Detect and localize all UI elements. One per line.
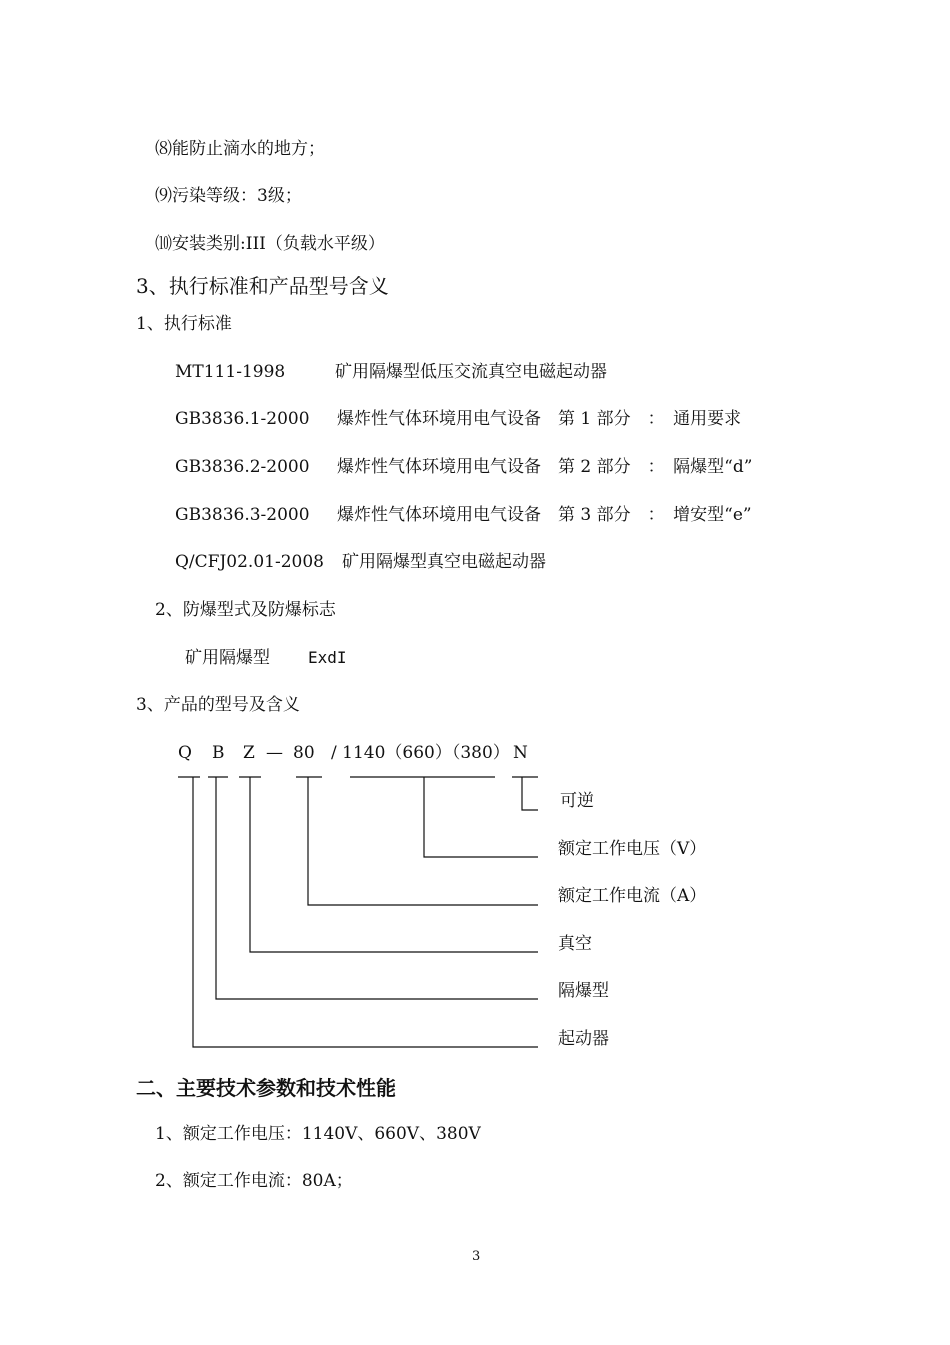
page-number: 3: [472, 1249, 481, 1264]
standard-name: 矿用隔爆型低压交流真空电磁起动器: [335, 362, 607, 382]
meaning-flameproof: 隔爆型: [558, 981, 609, 1001]
env-item-8: ⑻能防止滴水的地方；: [155, 139, 325, 159]
spec-item: 1、额定工作电压：1140V、660V、380V: [155, 1124, 481, 1144]
model-part-dash: —: [266, 743, 283, 763]
standard-name: 爆炸性气体环境用电气设备 第 1 部分 ： 通用要求: [337, 409, 742, 429]
env-item-10: ⑽安装类别:III（负载水平级）: [155, 234, 385, 254]
subheading-standards: 1、执行标准: [136, 314, 232, 334]
model-part-n: N: [513, 743, 528, 763]
meaning-rated-voltage: 额定工作电压（V）: [558, 839, 707, 859]
model-part-voltage: / 1140（660）（380）: [331, 743, 510, 763]
standard-code: GB3836.1-2000: [175, 409, 310, 429]
model-part-current: 80: [293, 743, 315, 763]
model-part-q: Q: [178, 743, 192, 763]
meaning-starter: 起动器: [558, 1029, 609, 1049]
section-heading: 3、执行标准和产品型号含义: [136, 274, 389, 298]
standard-name: 矿用隔爆型真空电磁起动器: [342, 552, 546, 572]
explosion-type: 矿用隔爆型: [185, 648, 270, 668]
explosion-mark: ExdI: [308, 648, 347, 667]
subheading-model: 3、产品的型号及含义: [136, 695, 300, 715]
meaning-reversible: 可逆: [560, 791, 594, 811]
meaning-vacuum: 真空: [558, 934, 592, 954]
spec-item: 2、额定工作电流：80A；: [155, 1171, 353, 1191]
meaning-rated-current: 额定工作电流（A）: [558, 886, 707, 906]
standard-name: 爆炸性气体环境用电气设备 第 2 部分 ： 隔爆型“d”: [337, 457, 753, 477]
model-part-z: Z: [243, 743, 255, 763]
section-heading: 二、主要技术参数和技术性能: [136, 1076, 396, 1100]
standard-name: 爆炸性气体环境用电气设备 第 3 部分 ： 增安型“e”: [337, 505, 752, 525]
standard-code: MT111-1998: [175, 362, 286, 382]
model-part-b: B: [212, 743, 225, 763]
env-item-9: ⑼污染等级：3级；: [155, 186, 302, 206]
standard-code: Q/CFJ02.01-2008: [175, 552, 324, 572]
standard-code: GB3836.3-2000: [175, 505, 310, 525]
standard-code: GB3836.2-2000: [175, 457, 310, 477]
subheading-explosion-mark: 2、防爆型式及防爆标志: [155, 600, 336, 620]
